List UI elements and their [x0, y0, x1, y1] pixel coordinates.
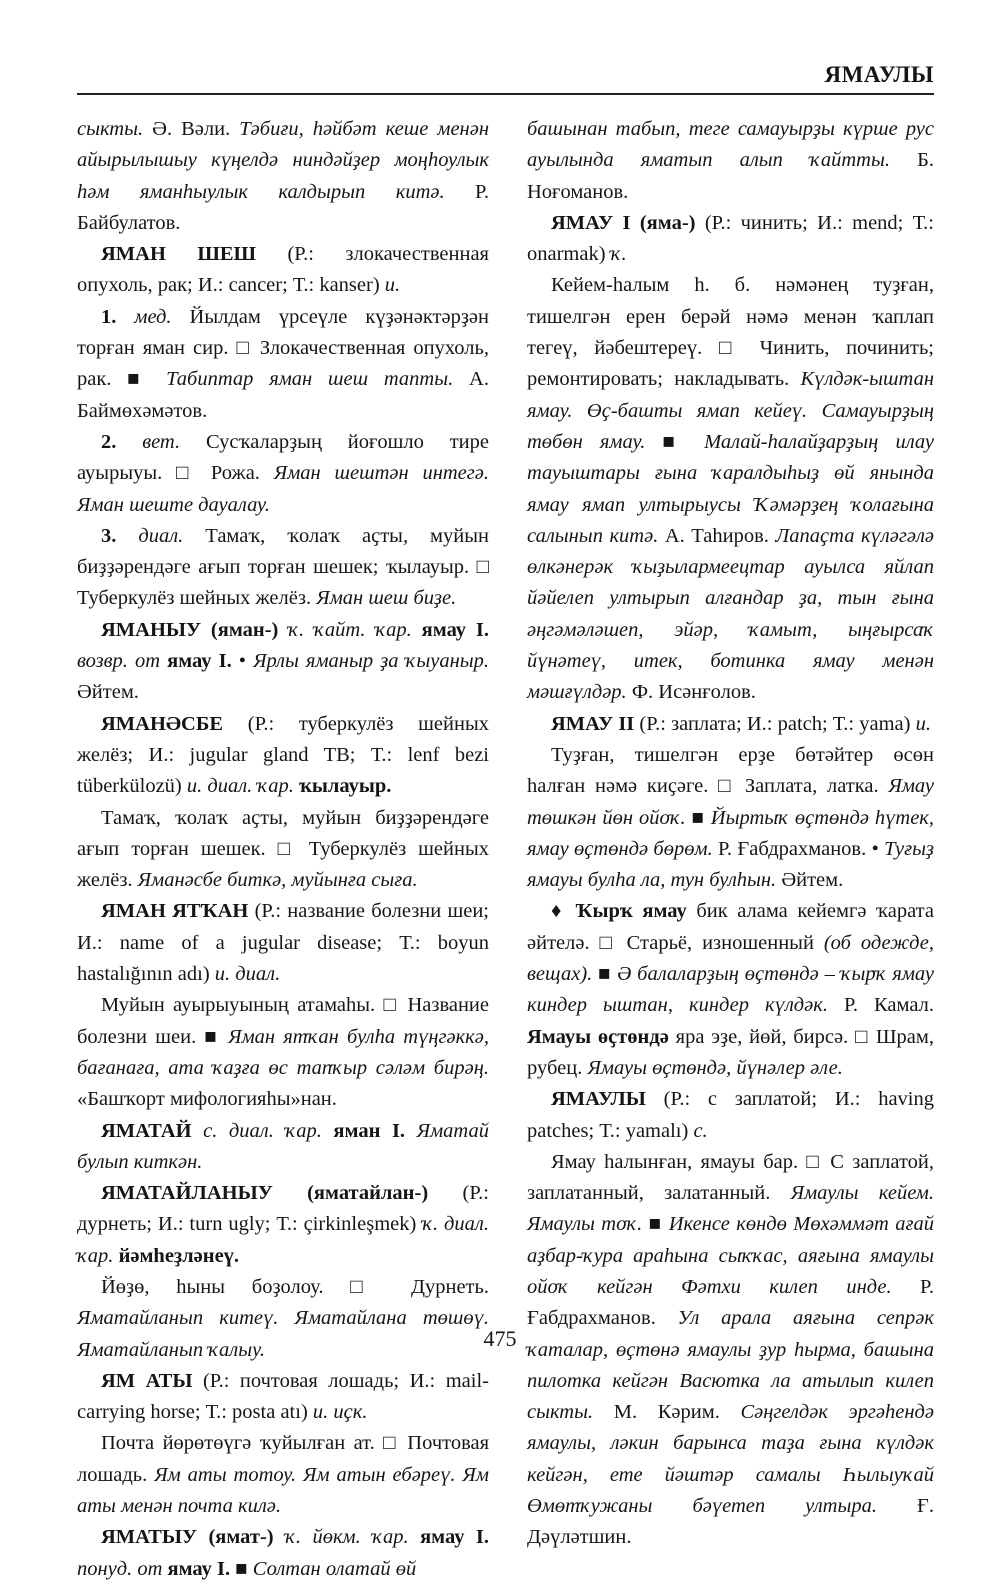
headword: ямау I. — [411, 618, 489, 641]
italic-text: понуд. от — [77, 1557, 163, 1580]
italic-text: Тәбиғи, һәйбәт кеше менән айырылышыу күңелдә ниндәйҙер моңһоулык һәм яманһыулык калдырып китә. — [77, 118, 489, 203]
italic-text: вет. — [142, 430, 181, 453]
body-text: ♦ — [551, 900, 576, 923]
entry-paragraph — [77, 803, 489, 897]
body-text: ■ — [592, 963, 618, 986]
entry-paragraph — [77, 114, 489, 239]
dictionary-entry — [77, 1522, 489, 1585]
body-text: Б. Ноғоманов. — [527, 149, 934, 203]
body-text: (Р.: название болезни шеи; И.: name of a jugular disease; Т.: boyun hastalığının adı) — [77, 900, 489, 986]
body-text: ■ — [645, 430, 705, 453]
italic-text: ҡ. диал. ҡар. — [77, 1213, 489, 1267]
body-text: Әйтем. — [776, 869, 844, 892]
headword: ямау I. — [162, 1557, 231, 1580]
dictionary-entry — [77, 1116, 489, 1179]
body-text: Йылдам үрсеүле күҙәнәктәрҙән торған яман сир. □ Злокачественная опухоль, рак. ■ — [77, 305, 490, 391]
body-text: (Р.: туберкулёз шейных желёз; И.: jugular gland TB; Т.: lenf bezi tüberkülozü) — [77, 712, 489, 798]
italic-text: и. — [915, 712, 931, 735]
italic-text: и. — [384, 274, 401, 297]
entry-paragraph — [527, 114, 934, 208]
italic-text: Күлдәк-ыштан ямау. Өҫ-башты ямап кейеү. Самауырҙың төбөн ямау. — [527, 368, 934, 453]
body-text: (Р.: злокачественная опухоль, рак; И.: cancer; Т.: kanser) — [77, 243, 489, 297]
italic-text: с. диал. ҡар. — [191, 1119, 322, 1142]
italic-text: и. диал. — [214, 963, 281, 986]
italic-text: Йыртыҡ өҫтөндә һүтек, ямау өҫтөндә бөрөм. — [527, 806, 935, 860]
headword: 1. — [101, 305, 135, 328]
headword: ЯМАТАЙ — [101, 1119, 192, 1142]
body-text: Муйын ауырыуының атамаһы. □ Название болезни шеи. ■ — [77, 994, 489, 1048]
body-text: Р. Камал. — [827, 994, 934, 1017]
body-text: Ф. Исәнғолов. — [626, 681, 756, 704]
header-rule — [77, 93, 934, 95]
body-text: Кейем-һалым һ. б. нәмәнең туҙған, тишелгән ерен берәй нәмә менән ҡаплап тегеү, йәбештереү. □ Чинить, починить; ремонтировать; накладывать. — [527, 274, 934, 391]
italic-text: Ямаулы кейем. Ямаулы тоҡ. — [527, 1182, 934, 1236]
body-text: ■ — [642, 1213, 669, 1236]
body-text: Р. Байбулатов. — [77, 180, 489, 234]
dictionary-entry — [77, 427, 489, 521]
body-text: • — [231, 650, 254, 673]
entry-paragraph — [77, 990, 489, 1115]
italic-text: Яматай булып киткән. — [77, 1119, 489, 1173]
italic-text: Лапаҫта күләгәлә өлкәнерәк ҡыҙылармеецтар ауылса яйлап йәйелеп ултырып алғандар ҙа, тын ғына әңгәмәләшеп, эйәр, ҡамыт, ыңғырсаҡ йүнәтеү, итек, ботинка ямау менән мәшғүлдәр. — [527, 524, 934, 704]
dictionary-entry — [527, 709, 934, 740]
page-number: 475 — [483, 1326, 517, 1351]
italic-text: Сәңгелдәк эргәһендә ямаулы, ләкин барынса таҙа ғына күлдәк кейгән, ете йәштәр самалы Һылыуҡай Өмөтҡужаны бәүетеп ултыра. — [527, 1401, 934, 1518]
headword: ЯМАТАЙЛАНЫУ (яматайлан-) — [101, 1182, 429, 1205]
italic-text: Ям аты тотоу. Ям атын ебәреү. Ям аты менән почта килә. — [77, 1463, 489, 1518]
italic-text: с. — [693, 1119, 708, 1142]
body-text: Ямау һалынған, ямауы бар. □ С заплатой, заплатанный, залатанный. — [527, 1150, 934, 1205]
body-text: бик алама кейемгә ҡарата әйтелә. □ Старьё, изношенный — [527, 900, 934, 954]
dictionary-entry — [77, 709, 489, 803]
italic-text: сыкты. — [77, 118, 144, 140]
italic-text: Яман шештән интегә. Яман шеште дауалау. — [77, 462, 489, 516]
body-text: Сусҡаларҙың йоғошло тире ауырыуы. □ Рожа. — [77, 430, 489, 485]
dictionary-entry — [77, 1178, 489, 1272]
italic-text: Яматайланып китеү. Яматайлана төшөү. Яматайланып ҡалыу. — [77, 1307, 489, 1361]
dictionary-entry — [77, 239, 489, 302]
body-text: (Р.: почтовая лошадь; И.: mail-carrying horse; Т.: posta atı) — [77, 1369, 489, 1424]
headword: ямау I. — [160, 650, 232, 673]
headword: ЯМАУ I (яма-) — [551, 211, 696, 234]
italic-text: Солтан олатай өй — [252, 1557, 417, 1580]
body-text: Ғ. Дәүләтшин. — [527, 1495, 934, 1549]
dictionary-entry — [77, 302, 489, 427]
headword: 2. — [101, 430, 143, 453]
italic-text: возвр. от — [77, 650, 161, 673]
dictionary-entry — [527, 1084, 934, 1147]
italic-text: Яманәсбе биткә, муйынға сыға. — [137, 869, 418, 892]
dictionary-entry — [77, 1366, 489, 1429]
dictionary-entry — [77, 521, 489, 615]
dictionary-entry — [527, 208, 934, 271]
page-header — [77, 54, 934, 94]
entry-paragraph — [527, 270, 934, 708]
body-text: «Башҡорт мифологияһы»нан. — [77, 1088, 337, 1111]
entry-paragraph — [77, 1428, 489, 1522]
headword: йәмһеҙләнеү. — [113, 1244, 240, 1267]
italic-text: (об одежде, вещах). — [527, 931, 935, 986]
body-text: Р. Ғабдрахманов. • — [712, 837, 885, 860]
headword: ямау I. — [408, 1526, 490, 1549]
dictionary-entry — [77, 615, 489, 709]
headword: 3. — [101, 524, 139, 547]
body-text: (Р.: дурнеть; И.: turn ugly; Т.: çirkinleşmek) — [77, 1182, 489, 1236]
headword: Ямауы өҫтөндә — [527, 1025, 669, 1048]
headword: яман I. — [321, 1119, 406, 1142]
dictionary-entry — [77, 896, 489, 990]
headword: ЯМАУ II — [551, 712, 635, 735]
body-text: (Р.: заплата; И.: patch; Т.: yama) — [634, 712, 916, 735]
italic-text: Ә балаларҙың өҫтөндә – ҡырҡ ямау киндер ыштан, киндер күлдәк. — [527, 963, 934, 1017]
italic-text: Малай-һалайҙарҙың илау тауыштары ғына ҡаралдыһыҙ өй янында ямау ямап ултырыусы Ҡәмәрҙең ҡолағына салынып китә. — [527, 430, 934, 547]
italic-text: и. диал. ҡар. — [186, 775, 294, 798]
italic-text: Икенсе көндө Мөхәммәт ағай аҙбар-ҡура араһына сыҡҡас, аяғына ямаулы ойоҡ кейгән Фәтхи килеп инде. — [527, 1213, 934, 1298]
headword: ҡылауыр. — [293, 775, 392, 798]
italic-text: ҡ. ҡайт. ҡар. — [278, 618, 412, 641]
italic-text: Туғыҙ ямауы булһа ла, тун булһын. — [527, 837, 934, 892]
body-text: ■ — [230, 1557, 253, 1580]
headword: ЯМАТЫУ (ямат-) — [101, 1526, 274, 1549]
italic-text: ҡ. — [610, 243, 627, 266]
italic-text: и. иҫк. — [312, 1401, 368, 1424]
italic-text: Яман шеш биҙе. — [316, 587, 457, 610]
italic-text: Ярлы яманыр ҙа ҡыуаныр. — [253, 650, 490, 673]
headword: ЯМАН ШЕШ — [101, 243, 257, 266]
italic-text: мед. — [134, 305, 172, 328]
italic-text: Яман ятҡан булһа түңгәккә, бағанаға, ата ҡаҙға өс тапҡыр сәләм бирәң. — [77, 1025, 490, 1079]
entry-paragraph — [527, 740, 934, 896]
italic-text: Табиптар яман шеш тапты. — [166, 368, 454, 391]
italic-text: ҡ. йөкм. ҡар. — [273, 1526, 409, 1549]
italic-text: Ямау төшкән йөн ойоҡ. — [527, 775, 934, 829]
italic-text: Ямауы өҫтөндә, йүнәлер әле. — [587, 1056, 843, 1079]
body-text: Йөҙө, һыны боҙолоу. □ Дурнеть. — [101, 1275, 489, 1298]
left-column — [77, 114, 489, 1585]
body-text: (Р.: чинить; И.: mend; Т.: onarmak) — [527, 211, 934, 266]
body-text: А. Баймөхәмәтов. — [77, 368, 489, 422]
entry-paragraph — [527, 896, 934, 1084]
headword: ЯМ АТЫ — [101, 1369, 193, 1392]
body-text: ■ — [685, 806, 711, 829]
headword: ЯМАН ЯТҠАН — [101, 900, 249, 923]
headword: ЯМАНЫУ (яман-) — [101, 618, 279, 641]
body-text: Р. Ғабдрахманов. — [527, 1275, 934, 1330]
body-text: Тамаҡ, ҡолаҡ аҫты, муйын биҙҙәрендәге ағып торған шешек; ҡылауыр. □ Туберкулёз шейных желёз. — [77, 524, 489, 610]
italic-text: башынан табып, теге самауырҙы күрше рус ауылында яматып алып ҡайтты. — [527, 118, 934, 172]
headword: ЯМАУЛЫ — [551, 1088, 646, 1111]
body-text: (Р.: с заплатой; И.: having patches; Т.: yamalı) — [527, 1088, 934, 1142]
body-text: яра эҙе, йөй, бирсә. □ Шрам, рубец. — [527, 1025, 934, 1079]
body-text: Почта йөрөтөүгә ҡуйылған ат. □ Почтовая лошадь. — [77, 1432, 489, 1486]
body-text: Тамаҡ, ҡолаҡ аҫты, муйын биҙҙәрендәге ағып торған шешек. □ Туберкулёз шейных желёз. — [77, 806, 489, 892]
headword: Ҡырҡ ямау — [575, 900, 687, 923]
body-text: Туҙған, тишелгән ерҙе бөтәйтер өсөн һалған нәмә киҫәге. □ Заплата, латка. — [527, 743, 934, 798]
body-text: Әйтем. — [77, 681, 139, 704]
italic-text: Ул арала аяғына сепрәк ҡаталар, өҫтөнә ямаулы ҙур һырма, башына пилотка кейгән Васютка ла атылып килеп сыкты. — [527, 1307, 934, 1424]
body-text: Ә. Вәли. — [143, 118, 240, 140]
body-text: А. Таһиров. — [658, 524, 776, 547]
running-head: ЯМАУЛЫ — [824, 62, 934, 87]
headword: ЯМАНӘСБЕ — [101, 712, 224, 735]
body-text: М. Кәрим. — [593, 1401, 741, 1424]
italic-text: диал. — [138, 524, 184, 547]
